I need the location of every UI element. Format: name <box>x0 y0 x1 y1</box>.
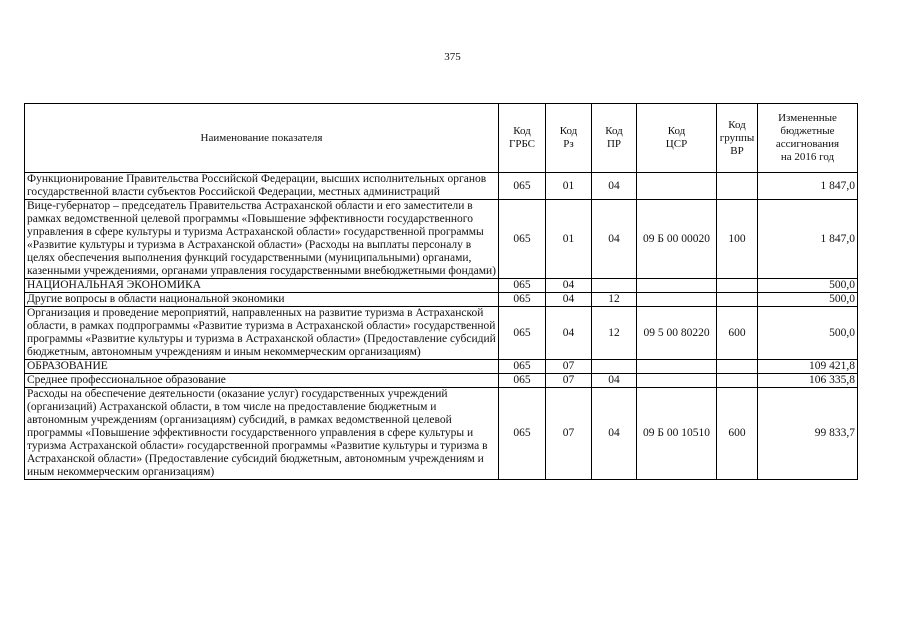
header-amount-line1: Измененные <box>778 112 837 124</box>
table-row <box>25 293 858 307</box>
header-rz <box>546 104 592 173</box>
row-grbs: 065 <box>499 173 546 200</box>
row-vr <box>717 173 758 200</box>
row-csr: 09 Б 00 10510 <box>637 388 717 480</box>
header-vr-line2: группы <box>719 131 755 144</box>
header-amount <box>758 104 858 173</box>
row-pr: 12 <box>592 293 637 307</box>
header-pr-line1: Код <box>605 125 623 137</box>
row-name: Другие вопросы в области национальной экономики <box>25 293 499 307</box>
row-amount: 1 847,0 <box>758 173 858 200</box>
row-name: Среднее профессиональное образование <box>25 374 499 388</box>
header-csr <box>637 104 717 173</box>
row-vr <box>717 360 758 374</box>
row-amount: 500,0 <box>758 307 858 360</box>
row-csr: 09 5 00 80220 <box>637 307 717 360</box>
row-csr <box>637 279 717 293</box>
row-name: Организация и проведение мероприятий, направленных на развитие туризма в Астраханской области, в рамках подпрограммы «Развитие туризма в Астраханской области» государственной программы «Развитие культуры и туризма в Астраханской области» (Предоставление субсидий бюджетным, автономным учреждениям и иным некоммерческим организациям) <box>25 307 499 360</box>
header-pr <box>592 104 637 173</box>
table-row <box>25 173 858 200</box>
row-rz: 07 <box>546 374 592 388</box>
row-grbs: 065 <box>499 374 546 388</box>
header-rz-line1: Код <box>559 125 578 137</box>
row-name: НАЦИОНАЛЬНАЯ ЭКОНОМИКА <box>25 279 499 293</box>
row-pr: 04 <box>592 200 637 279</box>
row-csr <box>637 374 717 388</box>
row-grbs: 065 <box>499 307 546 360</box>
row-name: ОБРАЗОВАНИЕ <box>25 360 499 374</box>
row-csr <box>637 173 717 200</box>
row-csr <box>637 293 717 307</box>
row-rz: 04 <box>546 293 592 307</box>
table-row <box>25 307 858 360</box>
row-vr <box>717 374 758 388</box>
row-rz: 04 <box>546 279 592 293</box>
row-vr <box>717 279 758 293</box>
row-amount: 500,0 <box>758 293 858 307</box>
header-rz-line2: Рз <box>563 138 574 150</box>
row-pr: 04 <box>592 173 637 200</box>
row-rz: 01 <box>546 200 592 279</box>
header-grbs-line2: ГРБС <box>508 138 536 150</box>
row-amount: 99 833,7 <box>758 388 858 480</box>
row-rz: 01 <box>546 173 592 200</box>
header-amount-line4: на 2016 год <box>780 151 835 163</box>
row-amount: 500,0 <box>758 279 858 293</box>
budget-table <box>24 103 858 480</box>
header-pr-line2: ПР <box>606 138 622 150</box>
header-grbs-line1: Код <box>513 125 531 137</box>
header-csr-line1: Код <box>667 125 686 137</box>
row-grbs: 065 <box>499 360 546 374</box>
row-pr <box>592 279 637 293</box>
row-pr: 04 <box>592 388 637 480</box>
table-header-row <box>25 104 858 173</box>
header-amount-line2: бюджетные <box>780 125 835 137</box>
row-grbs: 065 <box>499 293 546 307</box>
row-rz: 07 <box>546 388 592 480</box>
row-amount: 109 421,8 <box>758 360 858 374</box>
table-row <box>25 360 858 374</box>
row-vr <box>717 293 758 307</box>
row-amount: 1 847,0 <box>758 200 858 279</box>
row-pr: 04 <box>592 374 637 388</box>
row-grbs: 065 <box>499 388 546 480</box>
header-vr-line3: ВР <box>730 144 744 157</box>
table-row <box>25 388 858 480</box>
header-name: Наименование показателя <box>25 104 499 173</box>
table-row <box>25 200 858 279</box>
row-vr: 600 <box>717 307 758 360</box>
header-vr-line1: Код <box>728 118 746 131</box>
row-rz: 04 <box>546 307 592 360</box>
row-pr: 12 <box>592 307 637 360</box>
row-vr: 600 <box>717 388 758 480</box>
header-grbs <box>499 104 546 173</box>
page-number: 375 <box>444 51 461 63</box>
row-rz: 07 <box>546 360 592 374</box>
table-row <box>25 279 858 293</box>
table-row <box>25 374 858 388</box>
row-pr <box>592 360 637 374</box>
row-vr: 100 <box>717 200 758 279</box>
row-name: Расходы на обеспечение деятельности (оказание услуг) государственных учреждений (организаций) Астраханской области, в том числе на предоставление бюджетным и автономным учреждениям (организациям) субсидий, в рамках ведомственной целевой программы «Повышение эффективности государственного управления в сфере культуры и туризма Астраханской области» государственной программы «Развитие культуры и туризма в Астраханской области» (Предоставление субсидий бюджетным, автономным учреждениям и иным некоммерческим организациям) <box>25 388 499 480</box>
row-name: Функционирование Правительства Российской Федерации, высших исполнительных органов государственной власти субъектов Российской Федерации, местных администраций <box>25 173 499 200</box>
row-amount: 106 335,8 <box>758 374 858 388</box>
row-grbs: 065 <box>499 279 546 293</box>
header-vr <box>717 104 758 173</box>
row-csr <box>637 360 717 374</box>
header-amount-line3: ассигнования <box>775 138 840 150</box>
row-name: Вице-губернатор – председатель Правительства Астраханской области и его заместители в рамках ведомственной целевой программы «Повышение эффективности государственного управления в сфере культуры и туризма Астраханской области» государственной программы «Развитие культуры и туризма в Астраханской области» (Расходы на выплаты персоналу в целях обеспечения выполнения функций государственными (муниципальными) органами, казенными учреждениями, органами управления государственными внебюджетными фондами) <box>25 200 499 279</box>
row-grbs: 065 <box>499 200 546 279</box>
header-csr-line2: ЦСР <box>665 138 688 150</box>
row-csr: 09 Б 00 00020 <box>637 200 717 279</box>
